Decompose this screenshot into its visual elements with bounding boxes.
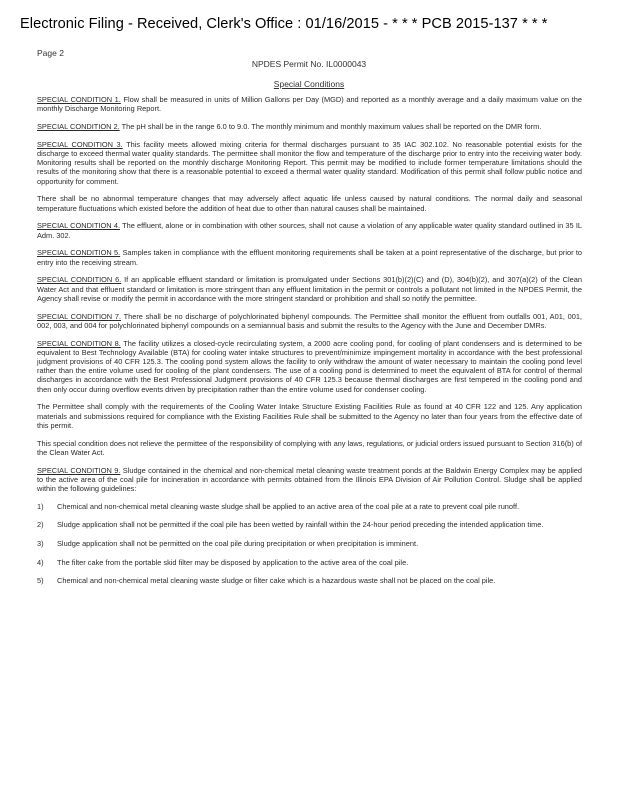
condition-paragraph bbox=[37, 221, 582, 239]
list-number: 4) bbox=[37, 557, 44, 567]
list-item bbox=[37, 539, 582, 548]
section-heading: Special Conditions bbox=[273, 79, 345, 89]
condition-paragraph bbox=[37, 339, 582, 394]
list-text: Chemical and non-chemical metal cleaning waste sludge shall be applied to an active area of the coal pile at a rate to prevent coal pile runoff. bbox=[57, 501, 520, 511]
condition-text: If an applicable effluent standard or limitation is promulgated under Sections 301(b)(2)(C) and (D), 304(b)(2), and 307(a)(2) of the Clean Water Act and that effluent standard or limitation is more stringent than any effluent limitation in the permit or controls a pollutant not limited in the NPDES Permit, the Agency shall revise or modify the permit in accordance with the more stringent standard or prohibition and shall so notify the permittee. bbox=[37, 275, 582, 303]
condition-text: The facility utilizes a closed-cycle recirculating system, a 2000 acre cooling pond, for cooling of plant condensers and is determined to be equivalent to Best Technology Available (BTA) for cooling water intake structures to prevent/minimize impingement mortality in accordance with the best professional judgment provisions of 40 CFR 125.3. The cooling pond system allows the facility to only withdraw the amount of water necessary to maintain the cooling pond level rather than the entire volume used for cooling of the plant condensers. The use of a cooling pond is determined to meet the equivalent of BTA for control of thermal discharges in accordance with the Best Professional Judgment provisions of 40 CFR 125.3 because thermal discharges are first tempered in the cooling pond and then only occur during overflow events driven by precipitation rather than the entire volume used for condenser cooling. bbox=[37, 338, 583, 394]
list-text: Sludge application shall not be permitted if the coal pile has been wetted by rainfall within the 24-hour period preceding the intended application time. bbox=[57, 520, 544, 530]
condition-paragraph bbox=[37, 439, 582, 457]
condition-label: SPECIAL CONDITION 2. bbox=[37, 122, 120, 131]
condition-paragraph bbox=[37, 248, 582, 266]
condition-paragraph bbox=[37, 122, 582, 131]
condition-label: SPECIAL CONDITION 4. bbox=[37, 221, 120, 231]
condition-text: This special condition does not relieve the permittee of the responsibility of complying with any laws, regulations, or judicial orders issued pursuant to Section 316(b) of the Clean Water Act. bbox=[37, 438, 582, 457]
condition-label: SPECIAL CONDITION 5. bbox=[37, 248, 121, 258]
condition-label: SPECIAL CONDITION 1. bbox=[37, 95, 121, 104]
list-item bbox=[37, 502, 582, 511]
condition-text: Flow shall be measured in units of Million Gallons per Day (MGD) and reported as a monthly average and a daily maximum value on the monthly Discharge Monitoring Report. bbox=[37, 95, 582, 114]
condition-label: SPECIAL CONDITION 9. bbox=[37, 465, 121, 475]
condition-label: SPECIAL CONDITION 3. bbox=[37, 139, 123, 149]
condition-text: Sludge contained in the chemical and non-chemical metal cleaning waste treatment ponds at the Baldwin Energy Complex may be applied to the active area of the coal pile for incineration in accordance with permits obtained from the Illinois EPA Division of Air Pollution Control. Sludge shall be applied within the following guidelines: bbox=[37, 465, 582, 494]
condition-text: The effluent, alone or in combination with other sources, shall not cause a violation of any applicable water quality standard outlined in 35 IL Adm. 302. bbox=[37, 221, 582, 240]
list-text: Chemical and non-chemical metal cleaning waste sludge or filter cake which is a hazardous waste shall not be placed on the coal pile. bbox=[57, 576, 496, 586]
list-number: 5) bbox=[37, 576, 44, 586]
condition-paragraph bbox=[37, 194, 582, 212]
list-text: The filter cake from the portable skid filter may be disposed by application to the active area of the coal pile. bbox=[57, 557, 409, 567]
condition-paragraph bbox=[37, 466, 582, 494]
document-body bbox=[37, 95, 582, 595]
condition-paragraph bbox=[37, 140, 582, 186]
condition-text: Samples taken in compliance with the effluent monitoring requirements shall be taken at a point representative of the discharge, but prior to entry into the receiving stream. bbox=[37, 248, 582, 267]
list-number: 2) bbox=[37, 520, 44, 530]
condition-text: This facility meets allowed mixing criteria for thermal discharges pursuant to 35 IAC 302.102. No reasonable potential exists for the discharge to exceed thermal water quality standards. The permittee shall monitor the flow and temperature of the discharge prior to entry into the receiving water body. Monitoring results shall be reported on the monthly discharge Monitoring Report. This permit may be modified to include former temperature limitations should the results of the monitoring show that there is a reasonable potential to exceed a thermal water quality standard. Modification of this permit shall follow public notice and opportunity for comment. bbox=[37, 139, 582, 186]
list-item bbox=[37, 576, 582, 585]
condition-label: SPECIAL CONDITION 8. bbox=[37, 338, 121, 348]
condition-paragraph bbox=[37, 95, 582, 113]
page-number: Page 2 bbox=[37, 48, 64, 58]
condition-label: SPECIAL CONDITION 7. bbox=[37, 311, 121, 321]
list-item bbox=[37, 558, 582, 567]
filing-stamp: Electronic Filing - Received, Clerk's Office : 01/16/2015 - * * * PCB 2015-137 * * * bbox=[20, 16, 548, 32]
condition-paragraph bbox=[37, 275, 582, 303]
list-text: Sludge application shall not be permitted on the coal pile during precipitation or when precipitation is imminent. bbox=[57, 539, 419, 549]
condition-label: SPECIAL CONDITION 6. bbox=[37, 275, 122, 285]
sludge-guidelines-list bbox=[37, 502, 582, 586]
list-number: 3) bbox=[37, 539, 44, 549]
condition-paragraph bbox=[37, 312, 582, 330]
condition-text: There shall be no discharge of polychlorinated biphenyl compounds. The Permittee shall monitor the effluent from outfalls 001, A01, 001, 002, 003, and 004 for polychlorinated biphenyl compounds on a semiannual basis and submit the results to the Agency with the June and December DMRs. bbox=[37, 311, 582, 330]
condition-paragraph bbox=[37, 402, 582, 430]
condition-text: The pH shall be in the range 6.0 to 9.0. The monthly minimum and monthly maximum values shall be reported on the DMR form. bbox=[119, 122, 542, 131]
condition-text: There shall be no abnormal temperature changes that may adversely affect aquatic life unless caused by natural conditions. The normal daily and seasonal temperature fluctuations which existed before the addition of heat due to other than natural causes shall be maintained. bbox=[37, 194, 582, 213]
permit-number: NPDES Permit No. IL0000043 bbox=[251, 59, 367, 69]
list-number: 1) bbox=[37, 501, 44, 511]
list-item bbox=[37, 520, 582, 529]
condition-text: The Permittee shall comply with the requirements of the Cooling Water Intake Structure Existing Facilities Rule as found at 40 CFR 122 and 125. Any application materials and submissions required for compliance with the Existing Facilities Rule shall be submitted to the Agency no later than four years from the effective date of this permit. bbox=[37, 402, 582, 430]
